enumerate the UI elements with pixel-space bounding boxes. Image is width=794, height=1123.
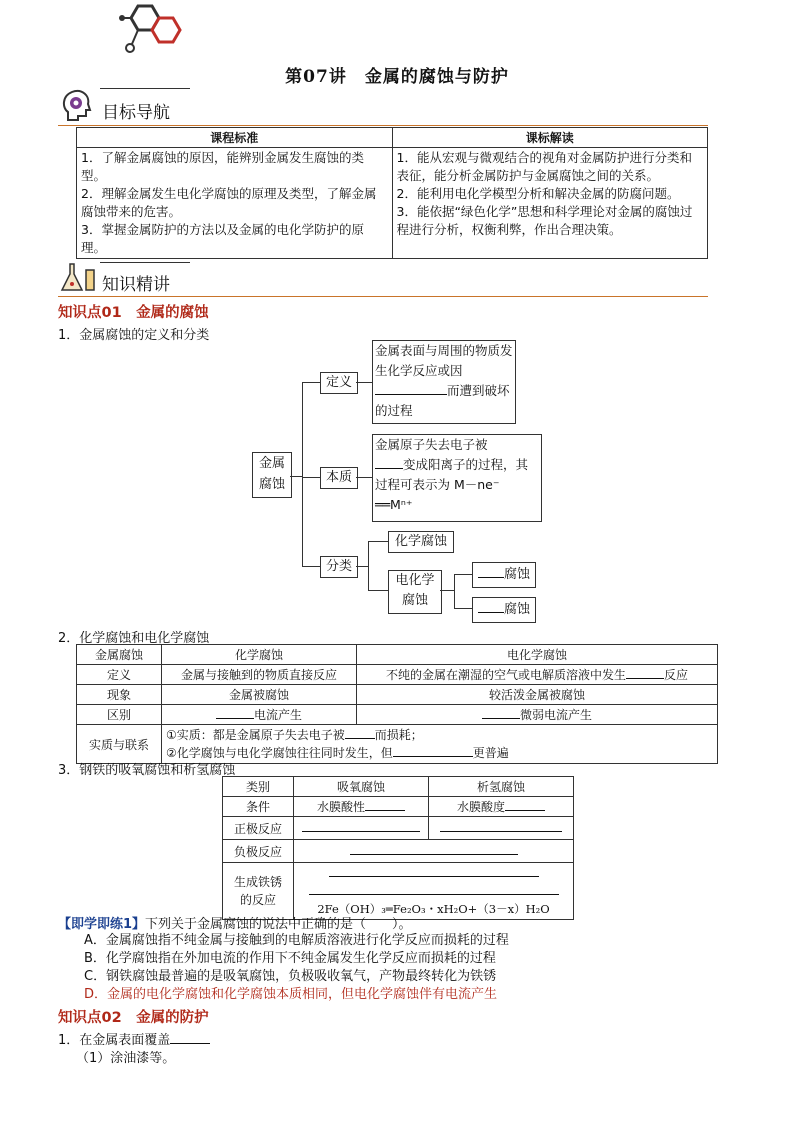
relation-line-2 — [166, 744, 713, 762]
page-title: 第07讲 金属的腐蚀与防护 — [285, 67, 509, 87]
compare-row-phen-chem: 金属被腐蚀 — [162, 685, 357, 705]
goal-standard-3: 3．掌握金属防护的方法以及金属的电化学防护的原理。 — [81, 222, 364, 255]
goal-interpretation-2: 2．能利用电化学模型分析和解决金属的防腐问题。 — [396, 186, 680, 201]
diff-chem-blank — [216, 718, 254, 719]
oh-pos-oxygen — [294, 817, 429, 840]
practice-option-c: C．钢铁腐蚀最普遍的是吸氧腐蚀，负极吸收氧气，产物最终转化为铁锈 — [84, 969, 497, 984]
oh-header-3: 析氢腐蚀 — [429, 777, 574, 797]
corrosion-blank-1 — [478, 577, 504, 578]
essence-text-c: ══Mⁿ⁺ — [375, 497, 413, 512]
diagram-classification-node: 分类 — [320, 556, 358, 578]
practice-options — [84, 932, 509, 1004]
item-3-heading: 3．钢铁的吸氧腐蚀和析氢腐蚀 — [58, 763, 236, 778]
corrosion-compare-table — [76, 644, 718, 764]
practice-option-b: B．化学腐蚀指在外加电流的作用下不纯金属发生化学反应而损耗的过程 — [84, 951, 496, 966]
rust-blank-1 — [329, 876, 539, 877]
item-4-heading — [58, 1029, 210, 1048]
cond-hydrogen-blank — [505, 810, 545, 811]
section-rule — [58, 125, 708, 126]
oh-pos-hydrogen — [429, 817, 574, 840]
item-2-heading: 2．化学腐蚀和电化学腐蚀 — [58, 631, 210, 646]
diagram-chemical-corrosion: 化学腐蚀 — [388, 531, 454, 553]
compare-row-phen-label: 现象 — [77, 685, 162, 705]
diff-electro-text: 微弱电流产生 — [519, 708, 592, 722]
diagram-root-label: 金属腐蚀 — [258, 456, 285, 492]
compare-row-diff-label: 区别 — [77, 705, 162, 725]
goal-interpretation-1: 1．能从宏观与微观结合的视角对金属防护进行分类和表征，能分析金属防护与金属腐蚀之间的关系。 — [396, 150, 692, 183]
compare-header-2: 化学腐蚀 — [162, 645, 357, 665]
cond-oxygen-text: 水膜酸性 — [316, 800, 365, 814]
compare-relation-cell — [162, 725, 718, 764]
practice-option-a: A．金属腐蚀指不纯金属与接触到的电解质溶液进行化学反应而损耗的过程 — [84, 933, 509, 948]
section-rule-2 — [58, 296, 708, 297]
knowledge-point-1: 知识点01 金属的腐蚀 — [58, 305, 209, 321]
corrosion-label-2: 腐蚀 — [503, 602, 530, 617]
heading-rule — [100, 88, 190, 89]
oh-header-1: 类别 — [223, 777, 294, 797]
diagram-electrochemical-corrosion — [388, 570, 442, 614]
relation-blank-2 — [393, 756, 473, 757]
essence-blank — [375, 468, 403, 469]
def-electro-suffix: 反应 — [664, 668, 689, 682]
diagram-definition-box — [372, 340, 516, 424]
knowledge-point-2: 知识点02 金属的防护 — [58, 1010, 209, 1026]
compare-row-def-label: 定义 — [77, 665, 162, 685]
compare-header-1: 金属腐蚀 — [77, 645, 162, 665]
corrosion-blank-2 — [478, 612, 504, 613]
oh-rust-cell — [294, 863, 574, 920]
oh-neg-cell — [294, 840, 574, 863]
rust-line-1 — [298, 864, 569, 882]
cond-oxygen-blank — [365, 810, 405, 811]
electrochemical-label: 电化学腐蚀 — [395, 573, 435, 608]
rust-formula: 2Fe（OH）₃═Fe₂O₃・xH₂O+（3－x）H₂O — [317, 902, 550, 916]
pos-oxygen-blank — [302, 831, 420, 832]
essence-text-a: 金属原子失去电子被 — [375, 437, 488, 452]
goals-header-standard: 课程标准 — [77, 128, 393, 148]
goals-right-cell — [392, 148, 708, 259]
oxygen-hydrogen-table — [222, 776, 574, 920]
flask-icon — [58, 260, 98, 296]
relation-blank-1 — [345, 738, 375, 739]
neg-blank — [350, 854, 518, 855]
goal-standard-2: 2．理解金属发生电化学腐蚀的原理及类型，了解金属腐蚀带来的危害。 — [81, 186, 377, 219]
section-heading-goals: 目标导航 — [102, 103, 170, 123]
item-1-heading: 1．金属腐蚀的定义和分类 — [58, 328, 210, 343]
practice-option-d: D．金属的电化学腐蚀和化学腐蚀本质相同，但电化学腐蚀伴有电流产生 — [84, 987, 498, 1002]
relation-1b: 而损耗； — [374, 728, 423, 742]
compare-header-3: 电化学腐蚀 — [357, 645, 718, 665]
definition-text-a: 金属表面与周围的物质发生化学反应或因 — [375, 343, 513, 378]
oh-cond-hydrogen — [429, 797, 574, 817]
goals-header-interpretation: 课标解读 — [392, 128, 708, 148]
diagram-essence-node: 本质 — [320, 467, 358, 489]
oh-rust-label — [223, 863, 294, 920]
practice-stem-line — [58, 913, 412, 932]
diff-electro-blank — [482, 718, 520, 719]
oh-cond-oxygen — [294, 797, 429, 817]
rust-label-text: 生成铁锈的反应 — [233, 875, 282, 907]
item-4-text: 1．在金属表面覆盖 — [58, 1033, 171, 1048]
goals-table — [76, 127, 708, 259]
oh-neg-label: 负极反应 — [223, 840, 294, 863]
rust-blank-2 — [309, 894, 559, 895]
goal-interpretation-3: 3．能依据“绿色化学”思想和科学理论对金属的腐蚀过程进行分析，权衡利弊，作出合理决策。 — [396, 204, 693, 237]
relation-line-1 — [166, 726, 713, 744]
definition-blank — [375, 394, 447, 395]
section-heading-knowledge: 知识精讲 — [102, 275, 170, 295]
corrosion-label-1: 腐蚀 — [503, 567, 530, 582]
diagram-root — [252, 452, 292, 498]
compare-row-def-chem: 金属与接触到的物质直接反应 — [162, 665, 357, 685]
def-electro-blank — [626, 678, 664, 679]
relation-2b: 更普遍 — [472, 746, 509, 760]
diagram-corrosion-type-1 — [472, 562, 536, 588]
oh-header-2: 吸氧腐蚀 — [294, 777, 429, 797]
compare-row-diff-chem — [162, 705, 357, 725]
oh-cond-label: 条件 — [223, 797, 294, 817]
definition-text-b: 而遭到破坏的过程 — [375, 383, 510, 418]
compare-row-phen-electro: 较活泼金属被腐蚀 — [357, 685, 718, 705]
compare-row-diff-electro — [357, 705, 718, 725]
diff-chem-text: 电流产生 — [253, 708, 302, 722]
item-4-sub: （1）涂油漆等。 — [76, 1051, 176, 1066]
cond-hydrogen-text: 水膜酸度 — [456, 800, 505, 814]
compare-row-def-electro — [357, 665, 718, 685]
def-electro-text: 不纯的金属在潮湿的空气或电解质溶液中发生 — [385, 668, 626, 682]
molecule-icon — [118, 0, 198, 58]
goals-left-cell — [77, 148, 393, 259]
essence-text-b: 变成阳离子的过程，其过程可表示为 M－ne⁻ — [375, 457, 529, 492]
relation-1a: ①实质：都是金属原子失去电子被 — [166, 728, 345, 742]
head-gear-icon — [58, 88, 94, 124]
diagram-corrosion-type-2 — [472, 597, 536, 623]
diagram-definition-node: 定义 — [320, 372, 358, 394]
item-4-blank — [170, 1043, 210, 1044]
pos-hydrogen-blank — [440, 831, 562, 832]
practice-stem: 下列关于金属腐蚀的说法中正确的是（ ）。 — [145, 917, 412, 932]
compare-relation-label: 实质与联系 — [77, 725, 162, 764]
heading-rule-2 — [100, 262, 190, 263]
goal-standard-1: 1．了解金属腐蚀的原因，能辨别金属发生腐蚀的类型。 — [81, 150, 364, 183]
practice-tag: 【即学即练1】 — [58, 917, 146, 932]
oh-pos-label: 正极反应 — [223, 817, 294, 840]
relation-2a: ②化学腐蚀与电化学腐蚀往往同时发生，但 — [166, 746, 393, 760]
diagram-essence-box — [372, 434, 542, 522]
rust-line-2 — [298, 882, 569, 900]
